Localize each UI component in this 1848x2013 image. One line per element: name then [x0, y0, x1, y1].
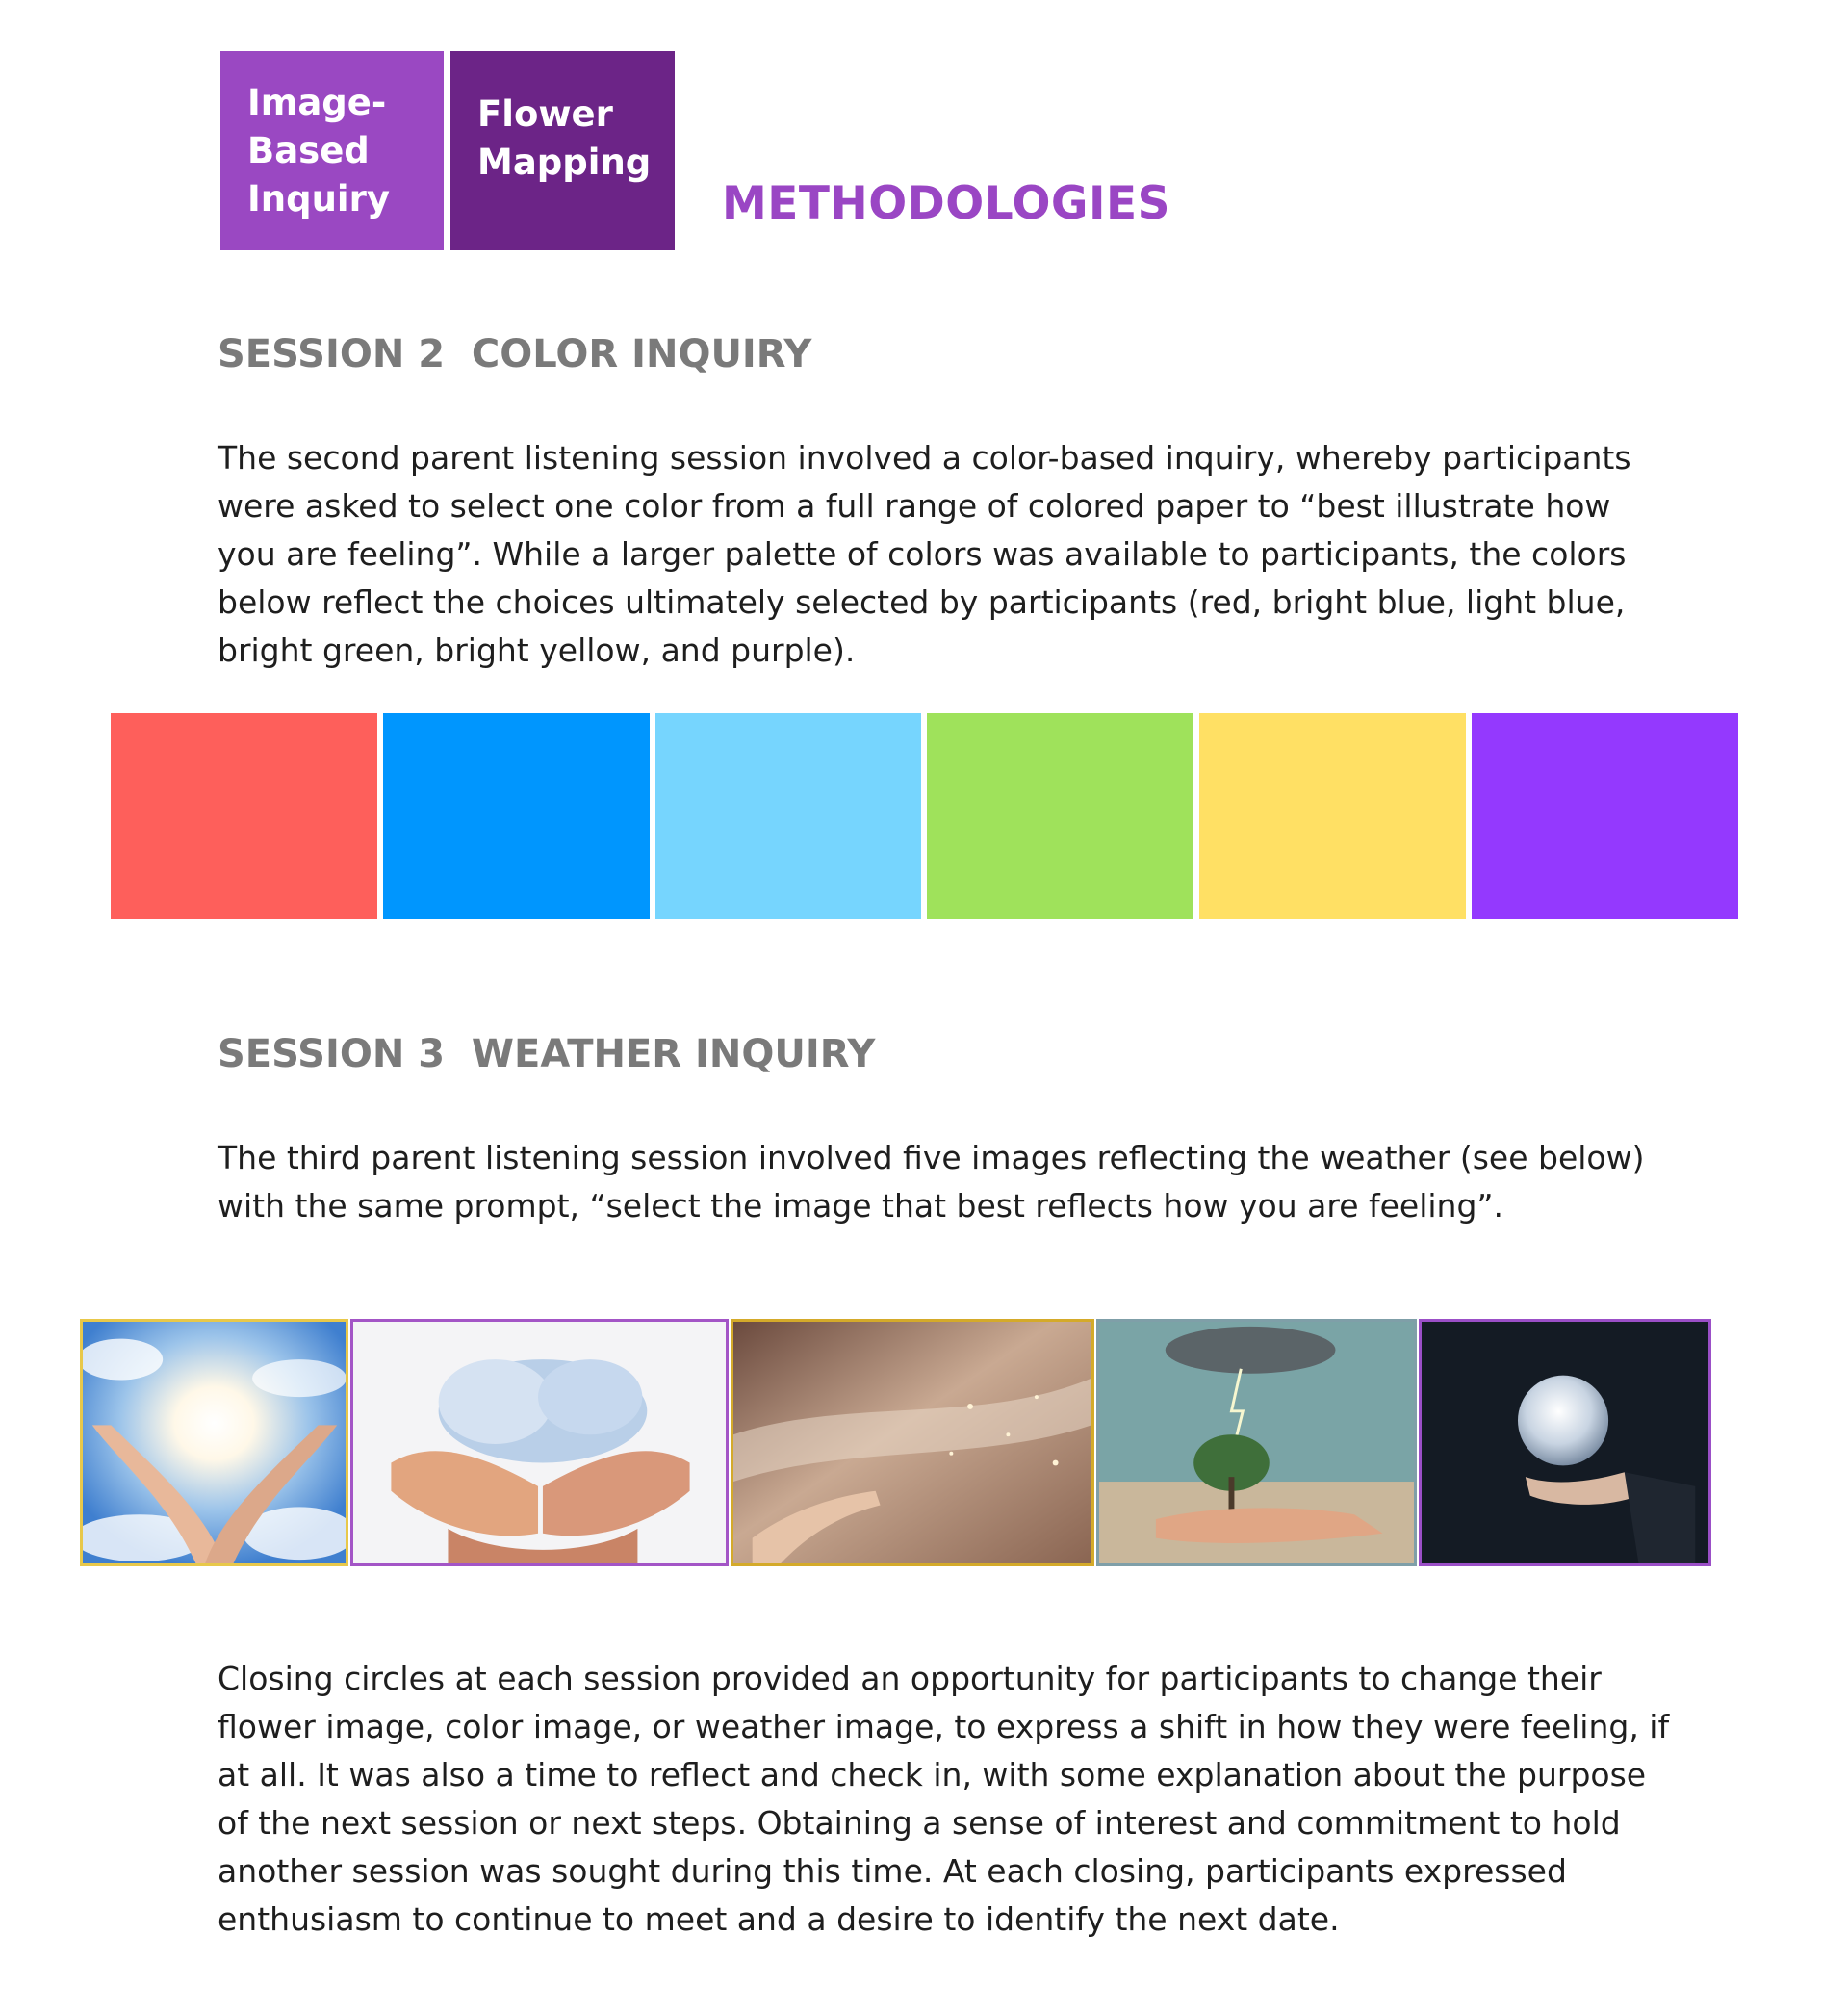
weather-image-storm — [1096, 1319, 1417, 1566]
tab-flower-mapping — [450, 51, 675, 250]
color-swatch-row — [111, 713, 1738, 919]
cloud-in-hands-icon — [353, 1322, 726, 1563]
session-3-heading: SESSION 3 WEATHER INQUIRY — [218, 1032, 876, 1076]
color-swatch-bright-green — [927, 713, 1194, 919]
session-2-paragraph: The second parent listening session involved a color-based inquiry, whereby participants were asked to select one color from a full range of colored paper to “best illustrate how you are feeling”. While a larger palette of colors was available to participants, the colors below reflect the choices ultimately selected by participants (red, bright blue, light blue, bright green, bright yellow, and purple). — [218, 439, 1631, 669]
session-2-heading: SESSION 2 COLOR INQUIRY — [218, 332, 812, 376]
weather-image-sun — [80, 1319, 348, 1566]
weather-image-wind — [731, 1319, 1094, 1566]
weather-image-moon — [1419, 1319, 1711, 1566]
color-swatch-light-blue — [655, 713, 922, 919]
color-swatch-bright-yellow — [1199, 713, 1466, 919]
color-swatch-purple — [1472, 713, 1738, 919]
sun-in-hands-icon — [83, 1322, 346, 1563]
moon-orb-in-hand-icon — [1422, 1322, 1708, 1563]
storm-tree-in-hand-icon — [1099, 1322, 1414, 1563]
closing-paragraph: Closing circles at each session provided an opportunity for participants to change their flower image, color image, or weather image, to express a shift in how they were feeling, if at all. It was also a time to reflect and check in, with some explanation about the purpose of the next session or next steps. Obtaining a sense of interest and commitment to hold another session was sought during this time. At each closing, participants expressed enthusiasm to continue to meet and a desire to identify the next date. — [218, 1660, 1670, 1938]
weather-image-row — [80, 1319, 1711, 1566]
session-3-paragraph: The third parent listening session involved five images reflecting the weather (see below) with the same prompt, “select the image that best reflects how you are feeling”. — [218, 1139, 1645, 1225]
tab-image-based-inquiry — [220, 51, 444, 250]
wind-hand-icon — [733, 1322, 1091, 1563]
tab-flower-mapping-label: Flower Mapping — [477, 92, 652, 183]
color-swatch-red — [111, 713, 377, 919]
tab-image-based-inquiry-label: Image- Based Inquiry — [247, 81, 390, 219]
color-swatch-bright-blue — [383, 713, 650, 919]
weather-image-cloud — [350, 1319, 729, 1566]
page-title: METHODOLOGIES — [722, 177, 1170, 230]
